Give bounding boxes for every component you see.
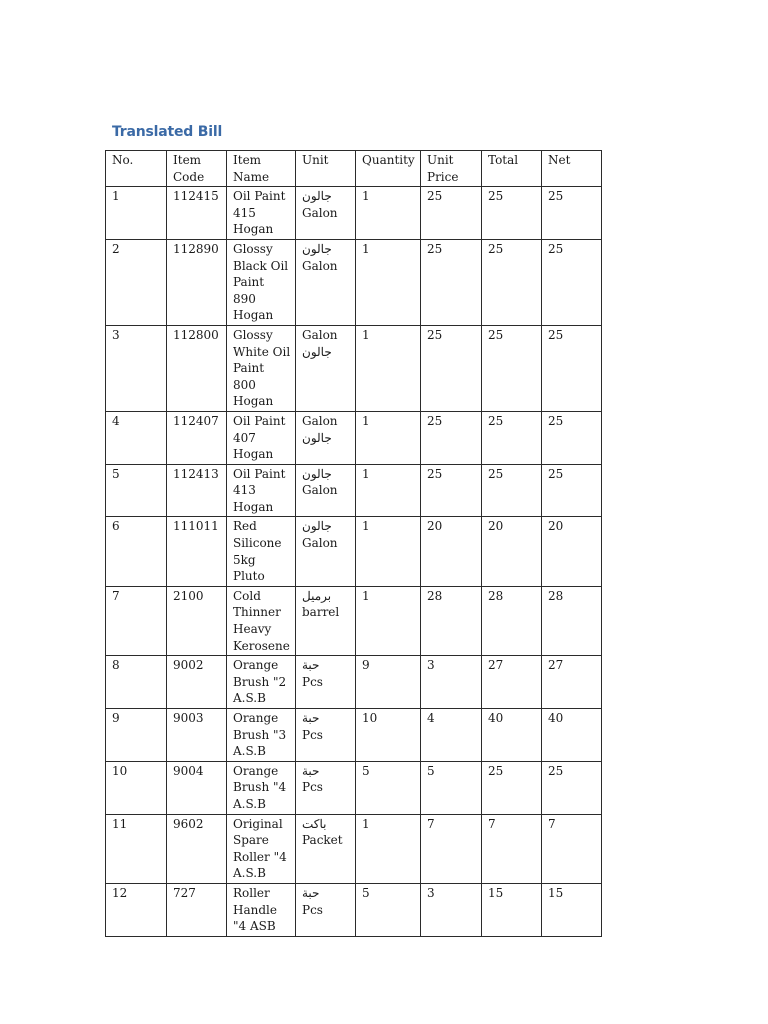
cell-line: 407 <box>233 430 256 445</box>
cell-line: Net <box>548 153 571 167</box>
cell-line: Hogan <box>233 447 274 462</box>
cell-total: 25 <box>482 325 542 411</box>
cell-line: Item <box>173 153 202 167</box>
header-quantity <box>356 151 421 187</box>
cell-no: 5 <box>106 464 167 517</box>
table-row <box>106 239 602 325</box>
cell-total: 25 <box>482 411 542 464</box>
cell-line: Pcs <box>302 727 323 742</box>
cell-net: 25 <box>542 187 602 240</box>
cell-line: Galon <box>302 413 338 428</box>
cell-line: Orange <box>233 658 279 673</box>
cell-line: Unit <box>427 153 454 167</box>
cell-line: Oil Paint <box>233 466 286 481</box>
cell-net: 25 <box>542 464 602 517</box>
cell-line: Heavy <box>233 622 272 637</box>
cell-net: 25 <box>542 411 602 464</box>
cell-line: جالون <box>302 241 332 256</box>
cell-item-name <box>227 239 296 325</box>
cell-net: 20 <box>542 517 602 586</box>
cell-line: Roller <box>233 885 270 900</box>
page-title: Translated Bill <box>112 124 223 140</box>
cell-line: Oil Paint <box>233 189 286 204</box>
cell-line: حبة <box>302 711 320 725</box>
cell-quantity: 1 <box>356 814 421 883</box>
cell-line: حبة <box>302 763 320 778</box>
cell-quantity: 5 <box>356 761 421 814</box>
cell-line: Galon <box>302 327 338 342</box>
cell-net: 15 <box>542 883 602 936</box>
table-row <box>106 464 602 517</box>
cell-line: Galon <box>302 536 338 551</box>
cell-line: Packet <box>302 833 343 848</box>
cell-line: Hogan <box>233 499 274 514</box>
cell-no: 7 <box>106 586 167 655</box>
table-row <box>106 761 602 814</box>
cell-no: 11 <box>106 814 167 883</box>
cell-no: 1 <box>106 187 167 240</box>
cell-line: Paint <box>233 275 265 290</box>
cell-unit-price: 25 <box>421 411 482 464</box>
table-row <box>106 883 602 936</box>
cell-line: Pcs <box>302 902 323 917</box>
cell-no: 6 <box>106 517 167 586</box>
cell-line: Glossy <box>233 327 273 342</box>
cell-net: 40 <box>542 709 602 762</box>
cell-line: جالون <box>302 466 332 481</box>
cell-line: Hogan <box>233 222 274 237</box>
cell-unit-price: 28 <box>421 586 482 655</box>
cell-unit-price: 25 <box>421 464 482 517</box>
table-row <box>106 517 602 586</box>
cell-item-code: 9602 <box>167 814 227 883</box>
cell-line: جالون <box>302 344 332 359</box>
cell-net: 25 <box>542 239 602 325</box>
header-no <box>106 151 167 187</box>
header-unit <box>296 151 356 187</box>
cell-unit <box>296 517 356 586</box>
cell-net: 25 <box>542 761 602 814</box>
cell-line: Paint <box>233 361 265 376</box>
cell-item-code: 2100 <box>167 586 227 655</box>
cell-unit <box>296 187 356 240</box>
cell-item-name <box>227 187 296 240</box>
cell-line: باكت <box>302 816 327 831</box>
header-item-code <box>167 151 227 187</box>
cell-unit <box>296 883 356 936</box>
cell-line: حبة <box>302 885 320 900</box>
table-row <box>106 586 602 655</box>
cell-net: 25 <box>542 325 602 411</box>
cell-no: 3 <box>106 325 167 411</box>
cell-item-code: 112890 <box>167 239 227 325</box>
cell-unit-price: 20 <box>421 517 482 586</box>
cell-total: 25 <box>482 761 542 814</box>
cell-unit-price: 25 <box>421 239 482 325</box>
cell-item-code: 727 <box>167 883 227 936</box>
header-total <box>482 151 542 187</box>
cell-quantity: 9 <box>356 656 421 709</box>
header-item-name <box>227 151 296 187</box>
cell-net: 28 <box>542 586 602 655</box>
cell-line: Unit <box>302 153 329 167</box>
cell-total: 25 <box>482 464 542 517</box>
cell-line: Spare <box>233 833 269 848</box>
cell-unit-price: 25 <box>421 187 482 240</box>
cell-line: Handle <box>233 902 277 917</box>
cell-line: 5kg <box>233 552 256 567</box>
cell-line: Silicone <box>233 536 282 551</box>
cell-item-name <box>227 656 296 709</box>
cell-line: "4 ASB <box>233 919 276 934</box>
cell-line: Quantity <box>362 153 415 167</box>
cell-quantity: 1 <box>356 464 421 517</box>
cell-item-name <box>227 586 296 655</box>
cell-no: 9 <box>106 709 167 762</box>
cell-line: جالون <box>302 189 332 204</box>
cell-total: 25 <box>482 187 542 240</box>
cell-line: Galon <box>302 483 338 498</box>
cell-line: Galon <box>302 258 338 273</box>
cell-unit <box>296 239 356 325</box>
cell-line: White Oil <box>233 344 291 359</box>
cell-line: Pcs <box>302 674 323 689</box>
cell-unit <box>296 464 356 517</box>
cell-line: Red <box>233 519 257 534</box>
cell-no: 8 <box>106 656 167 709</box>
cell-no: 4 <box>106 411 167 464</box>
cell-item-code: 112413 <box>167 464 227 517</box>
header-unit-price <box>421 151 482 187</box>
cell-total: 28 <box>482 586 542 655</box>
cell-unit <box>296 709 356 762</box>
cell-quantity: 5 <box>356 883 421 936</box>
table-row <box>106 411 602 464</box>
cell-quantity: 10 <box>356 709 421 762</box>
cell-line: Galon <box>302 205 338 220</box>
cell-no: 10 <box>106 761 167 814</box>
cell-unit <box>296 814 356 883</box>
cell-line: Price <box>427 169 459 184</box>
cell-unit <box>296 761 356 814</box>
cell-quantity: 1 <box>356 586 421 655</box>
cell-line: Glossy <box>233 241 273 256</box>
cell-no: 12 <box>106 883 167 936</box>
cell-line: Total <box>488 153 519 167</box>
cell-line: جالون <box>302 519 332 534</box>
cell-item-name <box>227 761 296 814</box>
cell-quantity: 1 <box>356 187 421 240</box>
cell-line: جالون <box>302 430 332 445</box>
cell-line: Pcs <box>302 780 323 795</box>
table-row <box>106 325 602 411</box>
cell-total: 20 <box>482 517 542 586</box>
cell-line: Black Oil <box>233 258 289 273</box>
cell-line: Orange <box>233 763 279 778</box>
cell-item-code: 112407 <box>167 411 227 464</box>
cell-line: Pluto <box>233 569 265 584</box>
cell-unit-price: 3 <box>421 883 482 936</box>
cell-line: Brush "2 <box>233 674 287 689</box>
cell-unit-price: 25 <box>421 325 482 411</box>
cell-line: Roller "4 <box>233 849 287 864</box>
cell-line: Hogan <box>233 394 274 409</box>
cell-total: 7 <box>482 814 542 883</box>
cell-unit <box>296 586 356 655</box>
cell-line: Cold <box>233 588 261 603</box>
cell-total: 40 <box>482 709 542 762</box>
cell-unit-price: 3 <box>421 656 482 709</box>
cell-line: Item <box>233 153 262 167</box>
cell-net: 7 <box>542 814 602 883</box>
cell-line: 415 <box>233 205 256 220</box>
cell-unit-price: 7 <box>421 814 482 883</box>
header-net <box>542 151 602 187</box>
cell-line: Oil Paint <box>233 413 286 428</box>
cell-line: Brush "4 <box>233 780 287 795</box>
cell-item-code: 9003 <box>167 709 227 762</box>
cell-quantity: 1 <box>356 517 421 586</box>
cell-item-code: 111011 <box>167 517 227 586</box>
table-row <box>106 187 602 240</box>
table-header-row <box>106 151 602 187</box>
cell-line: Orange <box>233 711 279 725</box>
cell-line: A.S.B <box>233 796 266 811</box>
cell-line: Thinner <box>233 605 281 620</box>
cell-line: Hogan <box>233 308 274 323</box>
cell-line: Original <box>233 816 283 831</box>
cell-line: Code <box>173 169 205 184</box>
bill-table <box>105 150 602 937</box>
cell-no: 2 <box>106 239 167 325</box>
cell-unit-price: 5 <box>421 761 482 814</box>
cell-net: 27 <box>542 656 602 709</box>
cell-quantity: 1 <box>356 325 421 411</box>
cell-item-name <box>227 517 296 586</box>
cell-line: No. <box>112 153 134 167</box>
cell-item-code: 112800 <box>167 325 227 411</box>
cell-line: A.S.B <box>233 866 266 881</box>
cell-item-name <box>227 709 296 762</box>
cell-line: 890 <box>233 291 256 306</box>
cell-line: A.S.B <box>233 744 266 759</box>
cell-item-name <box>227 411 296 464</box>
cell-total: 27 <box>482 656 542 709</box>
cell-item-name <box>227 883 296 936</box>
table-row <box>106 709 602 762</box>
cell-line: barrel <box>302 605 340 620</box>
cell-unit <box>296 411 356 464</box>
cell-line: Brush "3 <box>233 727 287 742</box>
table-row <box>106 814 602 883</box>
cell-line: حبة <box>302 658 320 673</box>
table-row <box>106 656 602 709</box>
cell-line: برميل <box>302 588 332 603</box>
cell-line: Name <box>233 169 270 184</box>
cell-total: 15 <box>482 883 542 936</box>
cell-unit <box>296 656 356 709</box>
cell-unit-price: 4 <box>421 709 482 762</box>
cell-quantity: 1 <box>356 411 421 464</box>
cell-item-code: 112415 <box>167 187 227 240</box>
cell-line: 413 <box>233 483 256 498</box>
cell-total: 25 <box>482 239 542 325</box>
cell-line: 800 <box>233 377 256 392</box>
cell-item-name <box>227 325 296 411</box>
cell-item-code: 9004 <box>167 761 227 814</box>
cell-line: Kerosene <box>233 638 290 653</box>
cell-item-code: 9002 <box>167 656 227 709</box>
cell-line: A.S.B <box>233 691 266 706</box>
cell-quantity: 1 <box>356 239 421 325</box>
cell-item-name <box>227 464 296 517</box>
cell-item-name <box>227 814 296 883</box>
cell-unit <box>296 325 356 411</box>
